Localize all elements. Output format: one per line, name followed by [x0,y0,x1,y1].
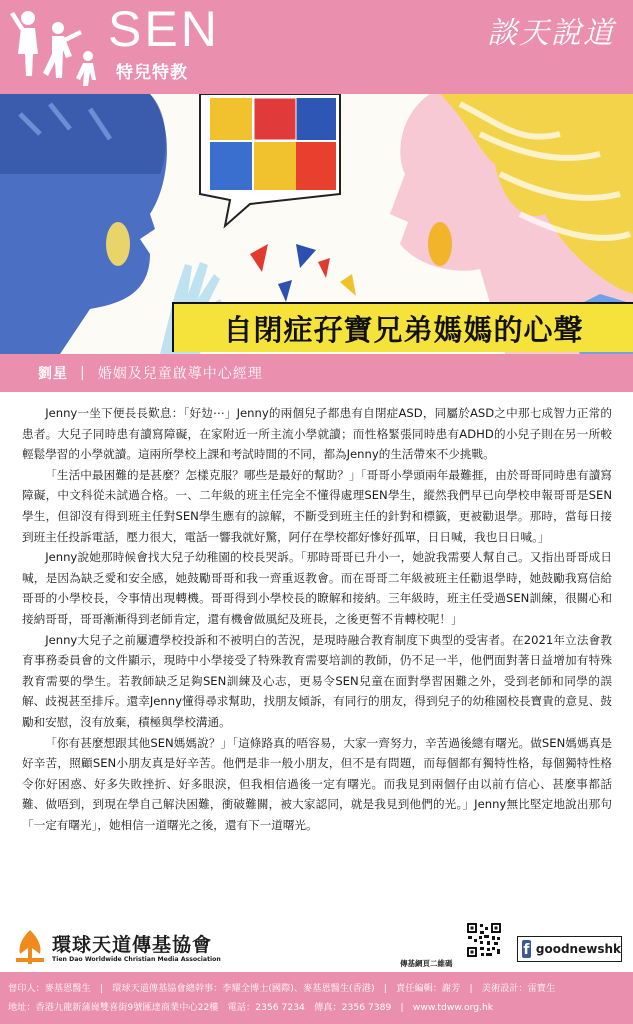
article-paragraph: 「你有甚麼想跟其他SEN媽媽說？」「這條路真的唔容易，大家一齊努力，辛苦過後總有曙光。做SEN媽媽真是好辛苦，照顧SEN小朋友真是好辛苦。他們是非一般小朋友，但不是有問題，而每個都有獨特性格，每個獨特性格令你好困惑、好多失敗挫折、好多眼淚，但我相信過後一定有曙光。而我見到兩個仔由以前冇信心、甚麼事都話難、做唔到，到現在學自己解決困難，衝破難關，被大家認同，就是我見到他們的光。」Jenny無比堅定地說出那句「一定有曙光」，她相信一道曙光之後，還有下一道曙光。 [22,735,612,832]
footer-brand [0,922,633,970]
facebook-icon: f [523,942,530,958]
author-name: 劉星 [38,366,68,382]
footer-address: 地址：香港九龍新蒲崗雙喜街9號匯達商業中心22樓 電話：2356 7234 傳真：2356 7389 | www.tdww.org.hk [8,1002,494,1013]
article-headline: 自閉症孖寶兄弟媽媽的心聲 [172,302,633,352]
byline-bar [0,354,633,392]
article-paragraph: Jenny說她那時候會找大兒子幼稚園的校長哭訴。「那時哥哥已升小一，她說我需要人幫自己。又指出哥哥成日喊，是因為缺乏愛和安全感，她鼓勵哥哥和我一齊重返教會。而在哥哥二年級被班主任勸退學時，她鼓勵我寫信給哥哥的小學校長，令事情出現轉機。哥哥得到小學校長的瞭解和接納。三年級時，班主任受過SEN訓練，很關心和接納哥哥，哥哥漸漸得到老師肯定，還有機會做風紀及班長，之後更誓不肯轉校呢！」 [22,550,612,626]
organization-name: 環球天道傳基協會 [52,934,213,956]
logo-subtitle: 特兒特教 [116,63,188,83]
footer-credits: 督印人：麥基恩醫生 | 環球天道傳基協會總幹事：李耀全博士(國際)、麥基恩醫生(香港) | 責任編輯：謝芳 | 美術設計：雷寶生 [8,983,556,994]
qr-code-icon[interactable] [466,922,502,958]
article-body [22,403,612,835]
organization-name-en: Tien Dao Worldwide Christian Media Association [52,956,221,963]
column-title: 談天說道 [487,16,615,51]
article-paragraph: Jenny一坐下便長長歎息：「好攰⋯」Jenny的兩個兒子都患有自閉症ASD，同屬於ASD之中那七成智力正常的患者。大兒子同時患有讀寫障礙，在家附近一所主流小學就讀；而性格緊張同時患有ADHD的小兒子則在另一所較輕鬆學習的小學就讀。這兩所學校上課和考試時間的不同，都為Jenny的生活帶來不少挑戰。 [22,406,612,462]
organization-logo-icon [12,928,48,966]
children-figures-logo-icon [8,6,108,88]
qr-code-label: 傳基網頁二維碼 [400,959,453,968]
article-paragraph: Jenny大兒子之前屢遭學校投訴和不被明白的苦況，是現時融合教育制度下典型的受害者。在2021年立法會教育事務委員會的文件顯示，現時中小學接受了特殊教育需要培訓的教師，仍不足一半，他們面對著日益增加有特殊教育需要的學生。若教師缺乏足夠SEN訓練及心志，更易令SEN兒童在面對學習困難之外，受到老師和同學的誤解、歧視甚至排斥。還幸Jenny懂得尋求幫助，找朋友傾訴，有同行的朋友，得到兒子的幼稚園校長寶貴的意見、鼓勵和安慰，沒有放棄，積極與學校溝通。 [22,632,612,729]
facebook-handle: goodnewshk [535,942,621,956]
logo-title: SEN [108,1,220,57]
header-banner [0,0,633,94]
article-paragraph: 「生活中最困難的是甚麼？怎樣克服？哪些是最好的幫助？」「哥哥小學頭兩年最難捱，由於哥哥同時患有讀寫障礙，中文科從未試過合格。一、二年級的班主任完全不懂得處理SEN學生，縱然我們早已向學校申報哥哥是SEN學生，但卻沒有得到班主任對SEN學生應有的諒解，不斷受到班主任的針對和標籤，更被勸退學。那時，當每日接到班主任投訴電話，壓力很大，電話一響我就好驚，阿仔在學校都好慘好孤單，日日喊，我也日日喊。」 [22,467,612,544]
facebook-link[interactable] [517,936,622,962]
byline-separator: | [80,365,86,381]
footer-credits-bar [0,972,633,1024]
author-role: 婚姻及兒童啟導中心經理 [97,366,263,382]
